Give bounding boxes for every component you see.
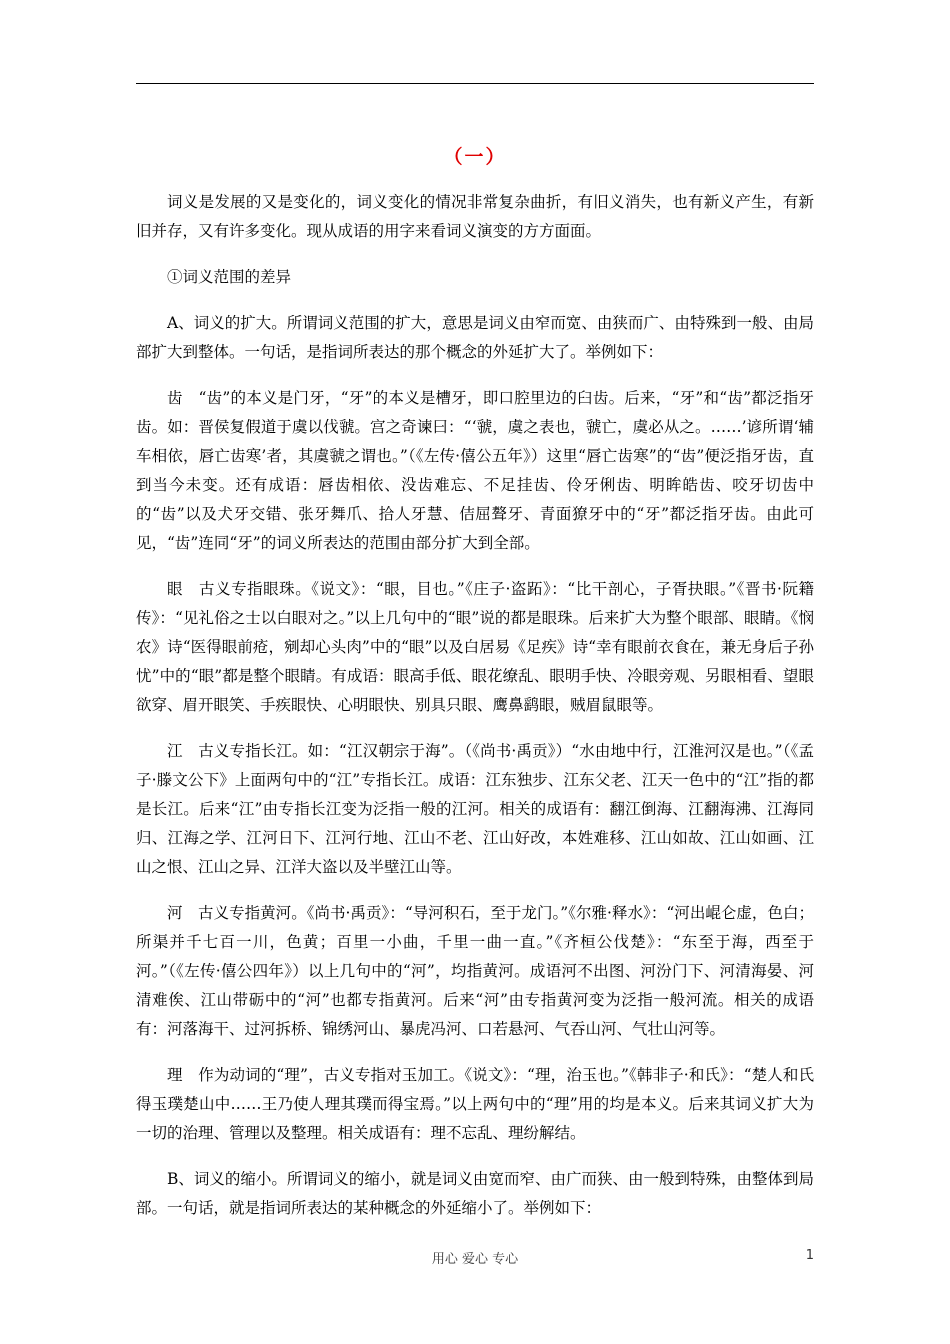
page-number: 1 [805, 1248, 814, 1263]
paragraph: 河 古义专指黄河。《尚书·禹贡》：“导河积石，至于龙门。”《尔雅·释水》：“河出崐仑虚，色白；所渠并千七百一川，色黄；百里一小曲，千里一曲一直。”《齐桓公伐楚》：“东至于海，西至于河。”（《左传·僖公四年》）以上几句中的“河”，均指黄河。成语河不出图、河汾门下、河清海晏、河清难俟、江山带砺中的“河”也都专指黄河。后来“河”由专指黄河变为泛指一般河流。相关的成语有：河落海干、过河拆桥、锦绣河山、暴虎冯河、口若悬河、气吞山河、气壮山河等。 [136, 904, 814, 1038]
footer-text: 用心 爱心 专心 [431, 1252, 519, 1267]
paragraph: 齿 “齿”的本义是门牙，“牙”的本义是槽牙，即口腔里边的臼齿。后来，“牙”和“齿”都泛指牙齿。如：晋侯复假道于虞以伐虢。宫之奇谏曰：“‘虢，虞之表也，虢亡，虞必从之。……’谚所谓‘辅车相依，唇亡齿寒’者，其虞虢之谓也。”（《左传·僖公五年》）这里“唇亡齿寒”的“齿”便泛指牙齿，直到当今未变。还有成语：唇齿相依、没齿难忘、不足挂齿、伶牙俐齿、明眸皓齿、咬牙切齿中的“齿”以及犬牙交错、张牙舞爪、拾人牙慧、佶屈聱牙、青面獠牙中的“牙”都泛指牙齿。由此可见，“齿”连同“牙”的词义所表达的范围由部分扩大到全部。 [136, 389, 814, 552]
document-body [136, 188, 814, 1240]
paragraph: 江 古义专指长江。如：“江汉朝宗于海”。（《尚书·禹贡》）“水由地中行，江淮河汉是也。”（《孟子·滕文公下》上面两句中的“江”专指长江。成语：江东独步、江东父老、江天一色中的“江”指的都是长江。后来“江”由专指长江变为泛指一般的江河。相关的成语有：翻江倒海、江翻海沸、江海同归、江海之学、江河日下、江河行地、江山不老、江山好改，本姓难移、江山如故、江山如画、江山之恨、江山之异、江洋大盗以及半壁江山等。 [136, 742, 814, 876]
paragraph: 词义是发展的又是变化的，词义变化的情况非常复杂曲折，有旧义消失，也有新义产生，有新旧并存，又有许多变化。现从成语的用字来看词义演变的方方面面。 [136, 193, 814, 240]
paragraph: B、词义的缩小。所谓词义的缩小，就是词义由宽而窄、由广而狭、由一般到特殊，由整体到局部。一句话，就是指词所表达的某种概念的外延缩小了。举例如下： [136, 1170, 814, 1217]
paragraph: 眼 古义专指眼珠。《说文》：“眼，目也。”《庄子·盗跖》：“比干剖心，子胥抉眼。”《晋书·阮籍传》：“见礼俗之士以白眼对之。”以上几句中的“眼”说的都是眼珠。后来扩大为整个眼部、眼睛。《悯农》诗“医得眼前疮，剜却心头肉”中的“眼”以及白居易《足疾》诗“幸有眼前衣食在，兼无身后子孙忧”中的“眼”都是整个眼睛。有成语：眼高手低、眼花缭乱、眼明手快、冷眼旁观、另眼相看、望眼欲穿、眉开眼笑、手疾眼快、心明眼快、别具只眼、鹰鼻鹞眼，贼眉鼠眼等。 [136, 580, 814, 714]
paragraph: A、词义的扩大。所谓词义范围的扩大，意思是词义由窄而宽、由狭而广、由特殊到一般、由局部扩大到整体。一句话，是指词所表达的那个概念的外延扩大了。举例如下： [136, 314, 814, 361]
paragraph: 理 作为动词的“理”，古义专指对玉加工。《说文》：“理，治玉也。”《韩非子·和氏》：“楚人和氏得玉璞楚山中……王乃使人理其璞而得宝焉。”以上两句中的“理”用的均是本义。后来其词义扩大为一切的治理、管理以及整理。相关成语有：理不忘乱、理纷解结。 [136, 1066, 814, 1142]
paragraph: ①词义范围的差异 [167, 268, 292, 286]
section-title: （一） [443, 146, 507, 168]
header-rule [136, 83, 814, 84]
